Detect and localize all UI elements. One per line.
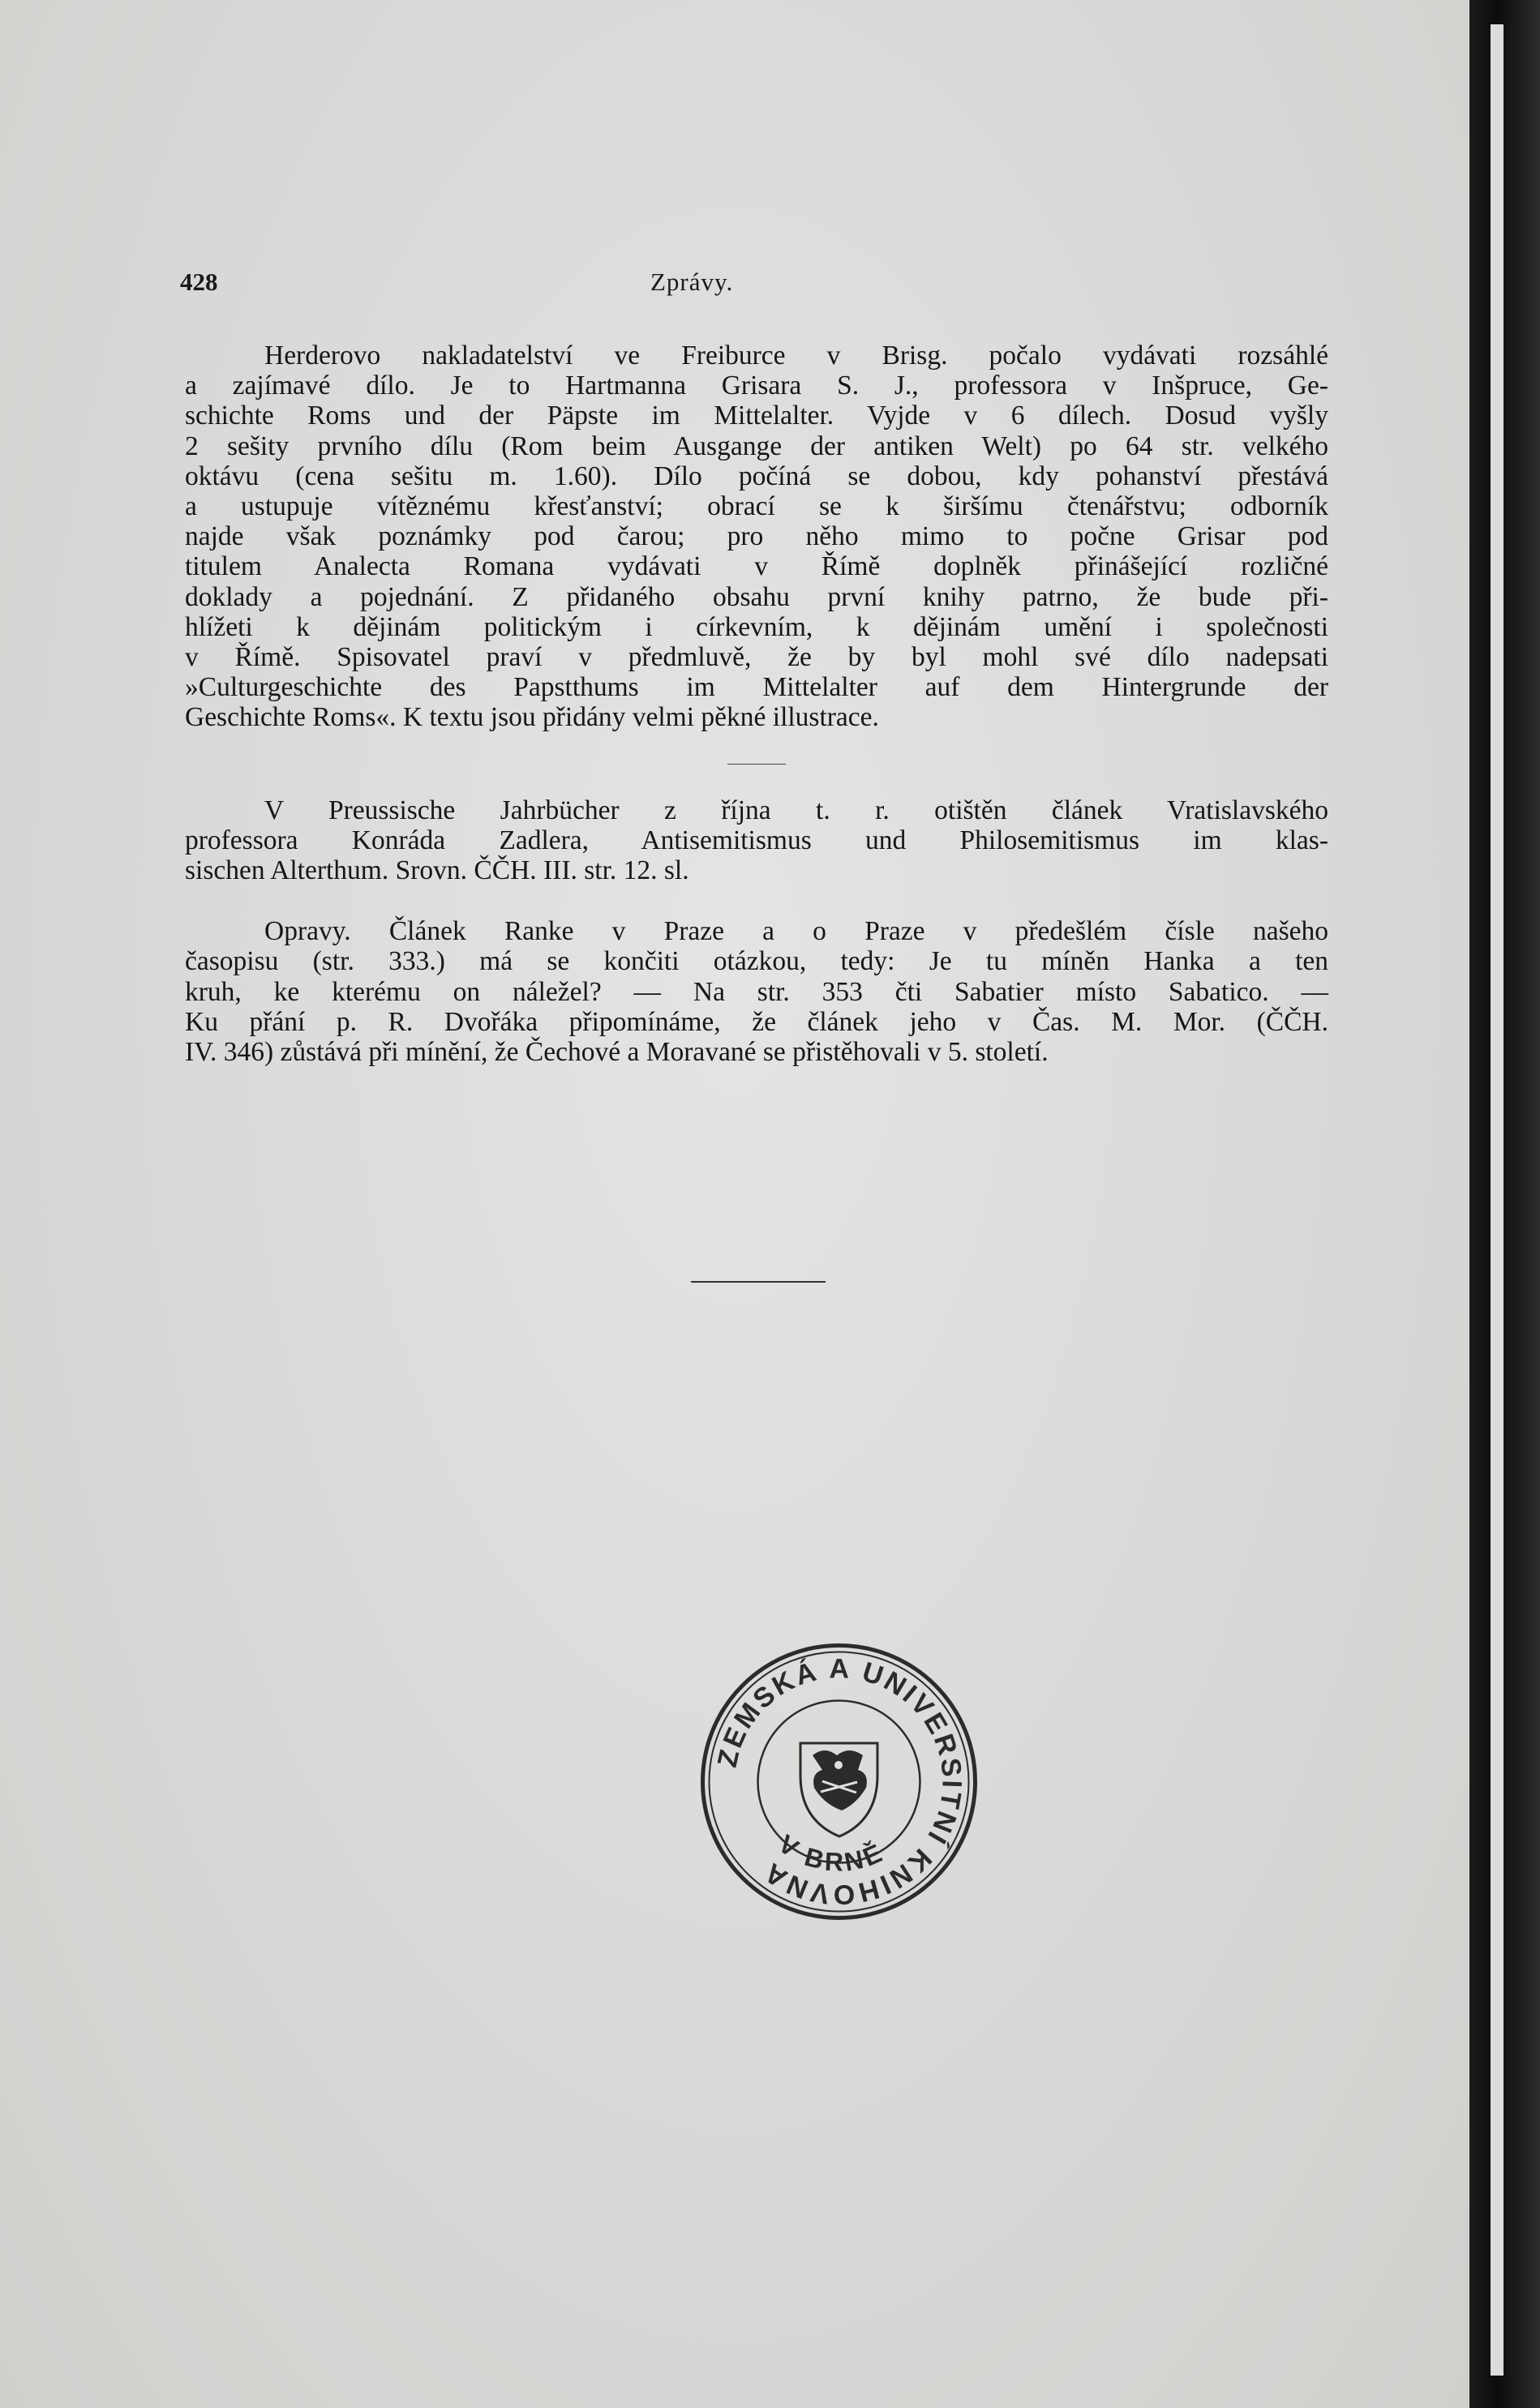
paragraph-corrections <box>185 916 1328 1067</box>
text-line: Herderovo nakladatelství ve Freiburce v Brisg. počalo vydávati rozsáhlé <box>264 341 1328 371</box>
text-line: najde však poznámky pod čarou; pro něho mimo to počne Grisar pod <box>185 521 1328 552</box>
text-line: schichte Roms und der Päpste im Mittelalter. Vyjde v 6 dílech. Dosud vyšly <box>185 401 1328 431</box>
section-divider <box>727 764 786 765</box>
text-line: a ustupuje vítěznému křesťanství; obrací se k širšímu čtenářstvu; odborník <box>185 491 1328 522</box>
paragraph-grisar <box>185 341 1328 733</box>
stamp-ring-text: ZEMSKÁ A UNIVERSITNÍ KNIHOVNA <box>711 1653 967 1910</box>
text-line: oktávu (cena sešitu m. 1.60). Dílo počíná se dobou, kdy pohanství přestává <box>185 461 1328 491</box>
text-line: 2 sešity prvního dílu (Rom beim Ausgange der antiken Welt) po 64 str. velkého <box>185 431 1328 461</box>
article-body <box>185 341 1328 1067</box>
text-line: sischen Alterthum. Srovn. ČČH. III. str. 12. sl. <box>185 855 689 886</box>
text-line: a zajímavé dílo. Je to Hartmanna Grisara S. J., professora v Inšpruce, Ge- <box>185 371 1328 401</box>
library-stamp <box>699 1642 979 1922</box>
running-header <box>180 268 1332 300</box>
paragraph-gap <box>185 885 1328 916</box>
text-line: doklady a pojednání. Z přidaného obsahu první knihy patrno, že bude při- <box>185 581 1328 612</box>
text-line: Ku přání p. R. Dvořáka připomínáme, že článek jeho v Čas. M. Mor. (ČČH. <box>185 1006 1328 1037</box>
text-line: V Preussische Jahrbücher z října t. r. otištěn článek Vratislavského <box>264 795 1328 825</box>
text-line: Opravy. Článek Ranke v Praze a o Praze v předešlém čísle našeho <box>264 916 1328 947</box>
text-line: »Culturgeschichte des Papstthums im Mittelalter auf dem Hintergrunde der <box>185 672 1328 703</box>
text-line: IV. 346) zůstává při mínění, že Čechové a Moravané se přistěhovali v 5. století. <box>185 1037 1049 1068</box>
stamp-bottom-text: V BRNĚ <box>773 1828 890 1877</box>
scan-edge-strip <box>1491 24 1504 2376</box>
moravian-eagle-icon <box>800 1743 877 1836</box>
text-line: hlížeti k dějinám politickým i církevním, k dějinám umění i společnosti <box>185 611 1328 642</box>
end-rule <box>691 1281 826 1283</box>
text-line: kruh, ke kterému on náležel? — Na str. 353 čti Sabatier místo Sabatico. — <box>185 976 1328 1007</box>
text-line: v Římě. Spisovatel praví v předmluvě, že by byl mohl své dílo nadepsati <box>185 642 1328 673</box>
page-number: 428 <box>180 268 218 296</box>
section-title: Zprávy. <box>650 268 734 296</box>
paragraph-zadler <box>185 795 1328 886</box>
text-line: titulem Analecta Romana vydávati v Římě doplněk přinášející rozličné <box>185 551 1328 582</box>
text-line: časopisu (str. 333.) má se končiti otázkou, tedy: Je tu míněn Hanka a ten <box>185 946 1328 977</box>
scan-edge <box>1469 0 1540 2408</box>
text-line: professora Konráda Zadlera, Antisemitismus und Philosemitismus im klas- <box>185 825 1328 855</box>
text-line: Geschichte Roms«. K textu jsou přidány velmi pěkné illustrace. <box>185 702 879 733</box>
